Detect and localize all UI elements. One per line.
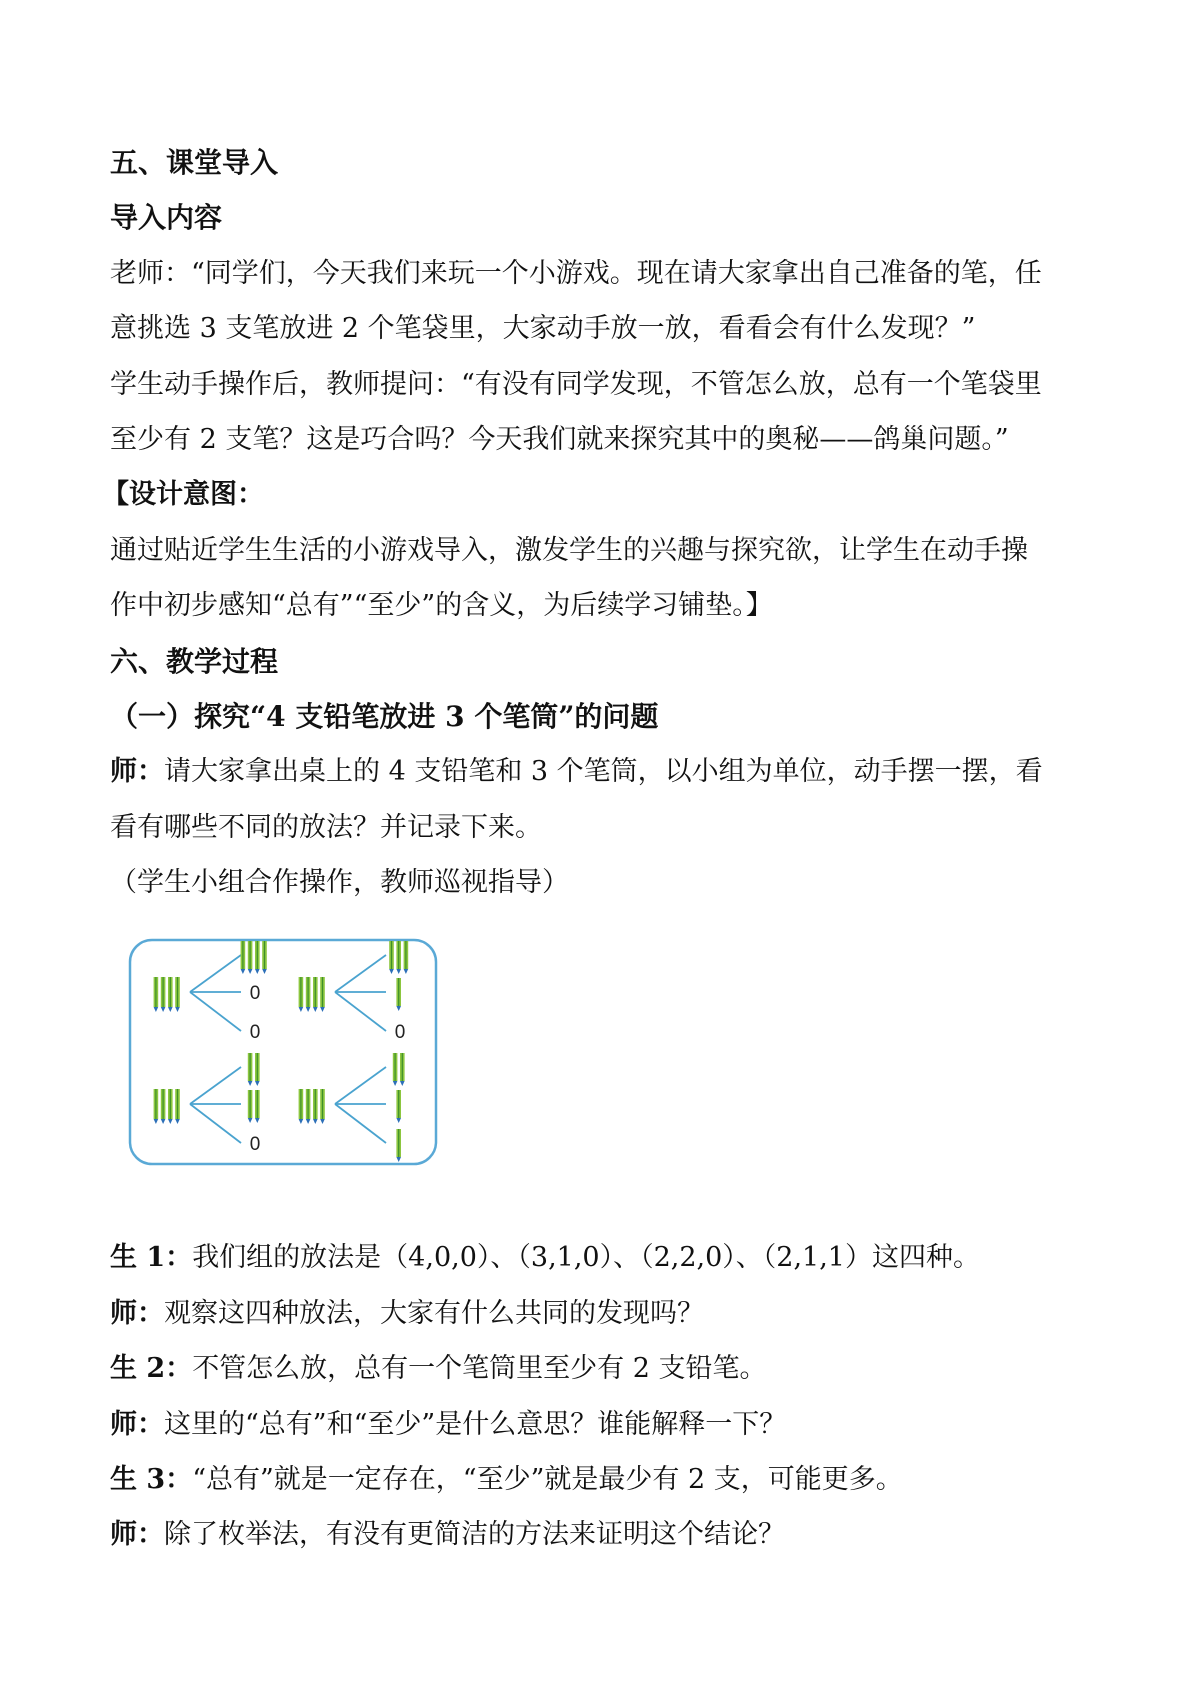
pencil-stripe bbox=[170, 1089, 171, 1119]
paragraph-line: 学生动手操作后，教师提问：“有没有同学发现，不管怎么放，总有一个笔袋里 bbox=[110, 368, 1042, 400]
pencil-stripe bbox=[315, 977, 316, 1007]
design-intent-label: 【设计意图： bbox=[102, 479, 264, 511]
pencil-stripe bbox=[163, 1089, 164, 1119]
pencil-tip bbox=[320, 1007, 325, 1012]
pencil-stripe bbox=[398, 1129, 399, 1157]
dialogue-text: 请大家拿出桌上的 4 支铅笔和 3 个笔筒，以小组为单位，动手摆一摆，看 bbox=[164, 756, 1043, 788]
dialogue-text: 不管怎么放，总有一个笔筒里至少有 2 支铅笔。 bbox=[192, 1353, 767, 1385]
pencil-tip bbox=[299, 1007, 304, 1012]
stage-note: （学生小组合作操作，教师巡视指导） bbox=[110, 867, 569, 899]
pencil-stripe bbox=[250, 941, 251, 969]
dialogue-text: 这里的“总有”和“至少”是什么意思？谁能解释一下？ bbox=[164, 1408, 787, 1440]
pencil-icon bbox=[255, 1053, 260, 1086]
pencil-stripe bbox=[398, 978, 399, 1006]
dialogue-list bbox=[110, 1230, 1100, 1562]
pencil-tip bbox=[255, 1118, 260, 1123]
pencil-stripe bbox=[308, 1089, 309, 1119]
pencil-tip bbox=[154, 1119, 159, 1124]
pencil-icon bbox=[168, 977, 173, 1012]
pencil-tip bbox=[262, 969, 267, 974]
branch-line bbox=[190, 1104, 241, 1143]
paragraph-line: 意挑选 3 支笔放进 2 个笔袋里，大家动手放一放，看看会有什么发现？” bbox=[110, 313, 976, 345]
distribution-4 bbox=[299, 1053, 405, 1162]
pencil-stripe bbox=[315, 1089, 316, 1119]
pencil-stripe bbox=[177, 977, 178, 1007]
pencil-tip bbox=[306, 1119, 311, 1124]
pencil-tip bbox=[313, 1119, 318, 1124]
branch-line bbox=[190, 992, 241, 1031]
pencil-tip bbox=[396, 1157, 401, 1162]
zero-label: 0 bbox=[249, 1134, 261, 1156]
pencil-tip bbox=[396, 969, 401, 974]
speaker-label: 师： bbox=[110, 1408, 164, 1440]
pencil-stripe bbox=[177, 1089, 178, 1119]
pencil-group bbox=[299, 977, 325, 1012]
speaker-label: 师： bbox=[110, 1519, 164, 1551]
pencil-stripe bbox=[250, 1053, 251, 1081]
branch-line bbox=[335, 1067, 386, 1104]
dialogue-line bbox=[110, 1286, 1100, 1341]
pencil-tip bbox=[168, 1007, 173, 1012]
branch-line bbox=[335, 1104, 386, 1143]
pencil-icon bbox=[313, 1089, 318, 1124]
pencil-icon bbox=[389, 941, 394, 974]
pencil-icon bbox=[161, 977, 166, 1012]
pencil-icon bbox=[248, 1053, 253, 1086]
paragraph-line: 看有哪些不同的放法？并记录下来。 bbox=[110, 811, 542, 843]
pencil-tip bbox=[393, 1081, 398, 1086]
pencil-stripe bbox=[170, 977, 171, 1007]
distribution-3 bbox=[154, 1053, 261, 1155]
section-heading-process: 六、教学过程 bbox=[110, 644, 279, 678]
pencil-stripe bbox=[395, 1053, 396, 1081]
pencil-stripe bbox=[155, 1089, 156, 1119]
pencil-icon bbox=[154, 1089, 159, 1124]
pencil-stripe bbox=[405, 941, 406, 969]
pencil-tip bbox=[154, 1007, 159, 1012]
pencil-tip bbox=[248, 1118, 253, 1123]
pencil-tip bbox=[241, 969, 246, 974]
speaker-label: 生 1： bbox=[110, 1242, 193, 1274]
section-heading-intro: 五、课堂导入 bbox=[110, 146, 279, 179]
pencil-icon bbox=[396, 1090, 401, 1123]
pencil-tip bbox=[248, 969, 253, 974]
pencil-icon bbox=[396, 941, 401, 974]
pencil-tip bbox=[175, 1119, 180, 1124]
speaker-label: 师： bbox=[110, 756, 164, 788]
pencil-icon bbox=[306, 977, 311, 1012]
pencil-icon bbox=[299, 977, 304, 1012]
pencil-tip bbox=[248, 1081, 253, 1086]
pencil-icon bbox=[161, 1089, 166, 1124]
pencil-icon bbox=[255, 1090, 260, 1123]
pencil-stripe bbox=[391, 941, 392, 969]
dialogue-line bbox=[110, 744, 1100, 799]
pencil-stripe bbox=[322, 1089, 323, 1119]
subheading-intro-content: 导入内容 bbox=[110, 201, 223, 235]
document-content bbox=[102, 135, 1100, 1563]
paragraph-line: 老师：“同学们，今天我们来玩一个小游戏。现在请大家拿出自己准备的笔，任 bbox=[110, 257, 1042, 289]
pencil-stripe bbox=[250, 1090, 251, 1118]
pencil-stripe bbox=[300, 977, 301, 1007]
zero-label: 0 bbox=[249, 1022, 261, 1044]
pencil-icon bbox=[248, 1090, 253, 1123]
dialogue-text: 除了枚举法，有没有更简洁的方法来证明这个结论？ bbox=[164, 1519, 785, 1551]
pencil-tip bbox=[255, 969, 260, 974]
dialogue-text: 观察这四种放法，大家有什么共同的发现吗？ bbox=[164, 1297, 704, 1329]
pencil-icon bbox=[175, 1089, 180, 1124]
dialogue-line bbox=[110, 1507, 1100, 1562]
pencil-group bbox=[396, 1090, 401, 1123]
pencil-stripe bbox=[257, 1090, 258, 1118]
pencil-stripe bbox=[257, 941, 258, 969]
pencil-icon bbox=[154, 977, 159, 1012]
pencil-group bbox=[248, 1053, 260, 1086]
pencil-tip bbox=[404, 969, 409, 974]
pencil-group bbox=[299, 1089, 325, 1124]
distribution-2 bbox=[299, 941, 409, 1043]
pencil-icon bbox=[241, 941, 246, 974]
pencil-tip bbox=[168, 1119, 173, 1124]
pencil-icon bbox=[393, 1053, 398, 1086]
speaker-label: 师： bbox=[110, 1297, 164, 1329]
paragraph-line: 通过贴近学生生活的小游戏导入，激发学生的兴趣与探究欲，让学生在动手操 bbox=[110, 534, 1028, 566]
pencil-stripe bbox=[242, 941, 243, 969]
pencil-stripe bbox=[257, 1053, 258, 1081]
pencil-tip bbox=[306, 1007, 311, 1012]
pencil-icon bbox=[400, 1053, 405, 1086]
branch-line bbox=[190, 1067, 241, 1104]
pencil-tip bbox=[313, 1007, 318, 1012]
pencil-icon bbox=[248, 941, 253, 974]
dialogue-line bbox=[110, 1452, 1100, 1507]
pencil-stripe bbox=[300, 1089, 301, 1119]
pencil-stripe bbox=[322, 977, 323, 1007]
pencil-icon bbox=[313, 977, 318, 1012]
zero-label: 0 bbox=[394, 1022, 406, 1044]
pencil-icon bbox=[299, 1089, 304, 1124]
dialogue-line bbox=[110, 1230, 1100, 1285]
paragraph-line: 作中初步感知“总有”“至少”的含义，为后续学习铺垫。】 bbox=[110, 590, 773, 622]
pencil-icon bbox=[262, 941, 267, 974]
pencil-stripe bbox=[398, 941, 399, 969]
dialogue-line bbox=[110, 1397, 1100, 1452]
speaker-label: 生 2： bbox=[110, 1353, 193, 1385]
pencil-tip bbox=[255, 1081, 260, 1086]
pencil-tip bbox=[396, 1006, 401, 1011]
pencil-tip bbox=[320, 1119, 325, 1124]
dialogue-line bbox=[110, 1341, 1100, 1396]
pencil-tip bbox=[396, 1118, 401, 1123]
pencil-distribution-figure bbox=[110, 910, 1100, 1230]
pencil-icon bbox=[396, 978, 401, 1011]
pencil-tip bbox=[175, 1007, 180, 1012]
pencil-icon bbox=[404, 941, 409, 974]
dialogue-text: “总有”就是一定存在，“至少”就是最少有 2 支，可能更多。 bbox=[192, 1464, 903, 1496]
pencil-stripe bbox=[264, 941, 265, 969]
pencil-icon bbox=[320, 977, 325, 1012]
pencil-group bbox=[396, 1129, 401, 1162]
pencil-group bbox=[248, 1090, 260, 1123]
paragraph-line: 至少有 2 支笔？这是巧合吗？今天我们就来探究其中的奥秘——鸽巢问题。” bbox=[110, 423, 1009, 455]
distribution-1 bbox=[154, 941, 267, 1043]
pencil-tip bbox=[299, 1119, 304, 1124]
pencil-stripe bbox=[155, 977, 156, 1007]
pencil-group bbox=[154, 977, 180, 1012]
pencil-stripe bbox=[163, 977, 164, 1007]
pencil-icon bbox=[306, 1089, 311, 1124]
pencil-stripe bbox=[398, 1090, 399, 1118]
pencil-group bbox=[241, 941, 267, 974]
dialogue-text: 我们组的放法是（4,0,0）、（3,1,0）、（2,2,0）、（2,1,1）这四种。 bbox=[192, 1242, 980, 1274]
pencil-icon bbox=[396, 1129, 401, 1162]
zero-label: 0 bbox=[249, 983, 261, 1005]
pencil-stripe bbox=[308, 977, 309, 1007]
pencil-tip bbox=[161, 1119, 166, 1124]
pencil-group bbox=[396, 978, 401, 1011]
branch-line bbox=[335, 992, 386, 1031]
pencil-icon bbox=[255, 941, 260, 974]
pencil-icon bbox=[175, 977, 180, 1012]
pencil-group bbox=[154, 1089, 180, 1124]
branch-line bbox=[335, 955, 386, 992]
subheading-pencil-problem: （一）探究“4 支铅笔放进 3 个笔筒”的问题 bbox=[110, 699, 659, 733]
distribution-diagram bbox=[128, 938, 438, 1166]
pencil-group bbox=[393, 1053, 405, 1086]
pencil-tip bbox=[389, 969, 394, 974]
pencil-tip bbox=[400, 1081, 405, 1086]
pencil-icon bbox=[168, 1089, 173, 1124]
speaker-label: 生 3： bbox=[110, 1464, 193, 1496]
pencil-group bbox=[389, 941, 408, 974]
pencil-tip bbox=[161, 1007, 166, 1012]
figure-border bbox=[130, 940, 436, 1164]
pencil-icon bbox=[320, 1089, 325, 1124]
pencil-stripe bbox=[402, 1053, 403, 1081]
branch-line bbox=[190, 955, 241, 992]
